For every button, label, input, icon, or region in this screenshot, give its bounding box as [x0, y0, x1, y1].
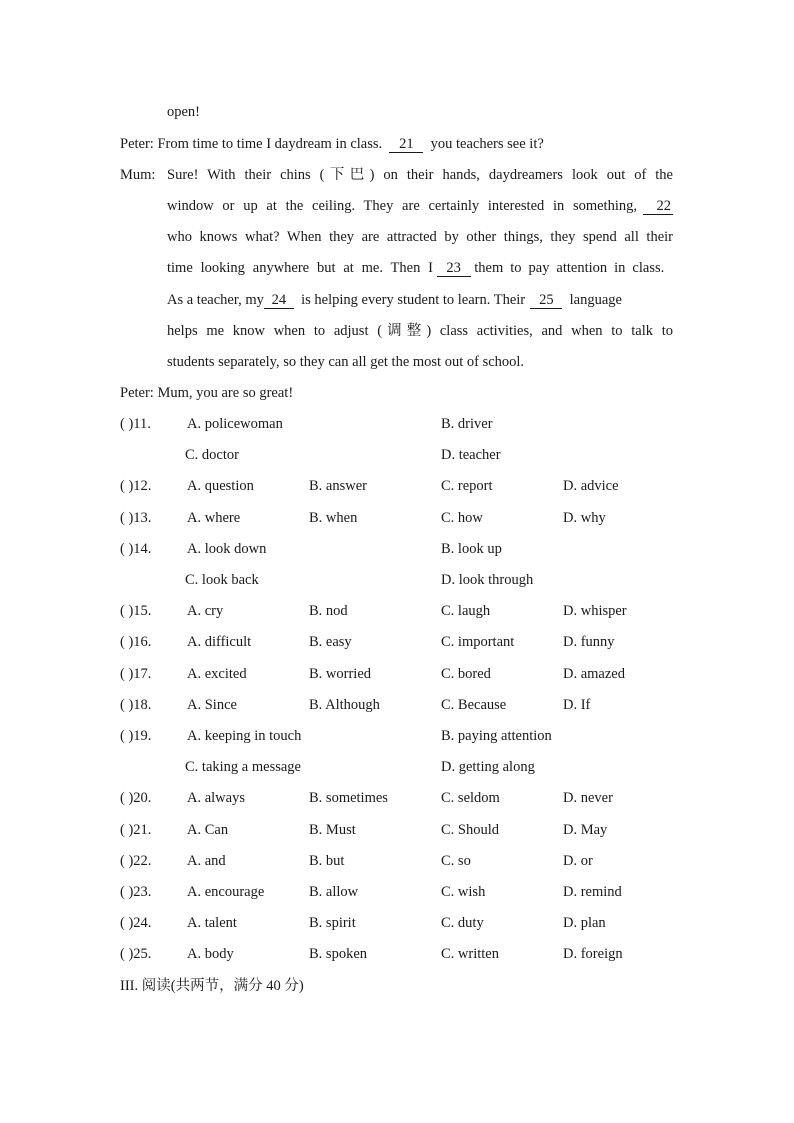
option-c: C. laugh	[441, 603, 491, 619]
option-d: D. plan	[563, 915, 606, 931]
question-number: ( )17.	[120, 666, 152, 682]
blank-22: 22	[643, 199, 673, 215]
question-number: ( )23.	[120, 884, 152, 900]
mum-line-5-after: language	[569, 292, 622, 308]
option-d: D. or	[563, 853, 593, 869]
option-a: A. and	[187, 853, 226, 869]
option-b: B. spirit	[309, 915, 356, 931]
blank-25: 25	[530, 293, 562, 309]
option-a: A. encourage	[187, 884, 265, 900]
option-a: A. Can	[187, 822, 229, 838]
mum-line-5-before: As a teacher, my	[167, 292, 264, 308]
mum-line-4-before: time looking anywhere but at me. Then I	[167, 260, 433, 276]
option-c: C. bored	[441, 666, 491, 682]
mum-line-4-after: them to pay attention in class.	[474, 260, 665, 276]
mum-line-5	[167, 291, 673, 309]
option-b: B. sometimes	[309, 790, 388, 806]
peter-line-2: Peter: Mum, you are so great!	[120, 385, 294, 401]
option-b: B. allow	[309, 884, 359, 900]
option-c: C. doctor	[185, 447, 239, 463]
option-d: D. never	[563, 790, 613, 806]
option-d: D. advice	[563, 478, 619, 494]
option-a: A. look down	[187, 541, 267, 557]
option-c: C. wish	[441, 884, 486, 900]
option-a: A. Since	[187, 697, 237, 713]
option-a: A. keeping in touch	[187, 728, 302, 744]
option-a: A. difficult	[187, 634, 252, 650]
section-heading: III. 阅读(共两节，满分 40 分)	[120, 978, 304, 994]
option-b: B. look up	[441, 541, 502, 557]
question-number: ( )18.	[120, 697, 152, 713]
option-c: C. taking a message	[185, 759, 301, 775]
question-number: ( )13.	[120, 510, 152, 526]
option-c: C. look back	[185, 572, 259, 588]
option-c: C. seldom	[441, 790, 500, 806]
question-number: ( )19.	[120, 728, 152, 744]
option-d: D. funny	[563, 634, 615, 650]
blank-24: 24	[264, 293, 294, 309]
mum-line-5-mid: is helping every student to learn. Their	[301, 292, 526, 308]
option-c: C. written	[441, 946, 499, 962]
option-b: B. when	[309, 510, 358, 526]
question-number: ( )12.	[120, 478, 152, 494]
speaker-peter: Peter:	[120, 136, 154, 152]
question-number: ( )25.	[120, 946, 152, 962]
dialogue-line-open: open!	[167, 104, 201, 120]
option-c: C. report	[441, 478, 493, 494]
speaker-mum: Mum:	[120, 167, 156, 183]
question-number: ( )11.	[120, 416, 151, 432]
blank-21: 21	[389, 137, 423, 153]
option-d: D. If	[563, 697, 591, 713]
option-d: D. foreign	[563, 946, 623, 962]
option-c: C. important	[441, 634, 515, 650]
option-d: D. May	[563, 822, 608, 838]
option-c: C. Should	[441, 822, 500, 838]
option-a: A. policewoman	[187, 416, 283, 432]
option-c: C. duty	[441, 915, 484, 931]
blank-23: 23	[437, 261, 471, 277]
mum-line-7: students separately, so they can all get the most out of school.	[167, 354, 525, 370]
option-b: B. Although	[309, 697, 380, 713]
mum-line-2	[167, 197, 673, 215]
question-number: ( )16.	[120, 634, 152, 650]
option-b: B. worried	[309, 666, 372, 682]
option-a: A. question	[187, 478, 254, 494]
mum-line-3: who knows what? When they are attracted by other things, they spend all their	[167, 229, 673, 245]
question-number: ( )20.	[120, 790, 152, 806]
option-d: D. amazed	[563, 666, 625, 682]
option-a: A. excited	[187, 666, 247, 682]
mum-line-6: helps me know when to adjust (调整) class activities, and when to talk to	[167, 323, 673, 339]
option-c: C. how	[441, 510, 483, 526]
option-b: B. Must	[309, 822, 356, 838]
peter-text-before: From time to time I daydream in class.	[157, 136, 383, 152]
mum-line-4	[167, 259, 673, 277]
option-c: C. Because	[441, 697, 507, 713]
option-a: A. where	[187, 510, 241, 526]
option-b: B. nod	[309, 603, 348, 619]
question-number: ( )14.	[120, 541, 152, 557]
option-a: A. talent	[187, 915, 237, 931]
option-d: D. whisper	[563, 603, 627, 619]
option-d: D. remind	[563, 884, 622, 900]
question-number: ( )22.	[120, 853, 152, 869]
option-c: C. so	[441, 853, 471, 869]
mum-line-1: Sure! With their chins (下巴) on their hands, daydreamers look out of the	[167, 167, 673, 183]
option-d: D. look through	[441, 572, 534, 588]
mum-line-2-text: window or up at the ceiling. They are certainly interested in something,	[167, 198, 637, 214]
option-d: D. teacher	[441, 447, 501, 463]
option-a: A. always	[187, 790, 245, 806]
peter-line-1	[120, 135, 544, 153]
peter-text-after: you teachers see it?	[430, 136, 544, 152]
option-d: D. why	[563, 510, 606, 526]
option-b: B. but	[309, 853, 345, 869]
option-b: B. spoken	[309, 946, 367, 962]
option-a: A. body	[187, 946, 234, 962]
question-number: ( )21.	[120, 822, 152, 838]
option-b: B. driver	[441, 416, 493, 432]
question-number: ( )15.	[120, 603, 152, 619]
option-a: A. cry	[187, 603, 224, 619]
option-b: B. answer	[309, 478, 367, 494]
option-d: D. getting along	[441, 759, 535, 775]
option-b: B. paying attention	[441, 728, 552, 744]
option-b: B. easy	[309, 634, 352, 650]
question-number: ( )24.	[120, 915, 152, 931]
